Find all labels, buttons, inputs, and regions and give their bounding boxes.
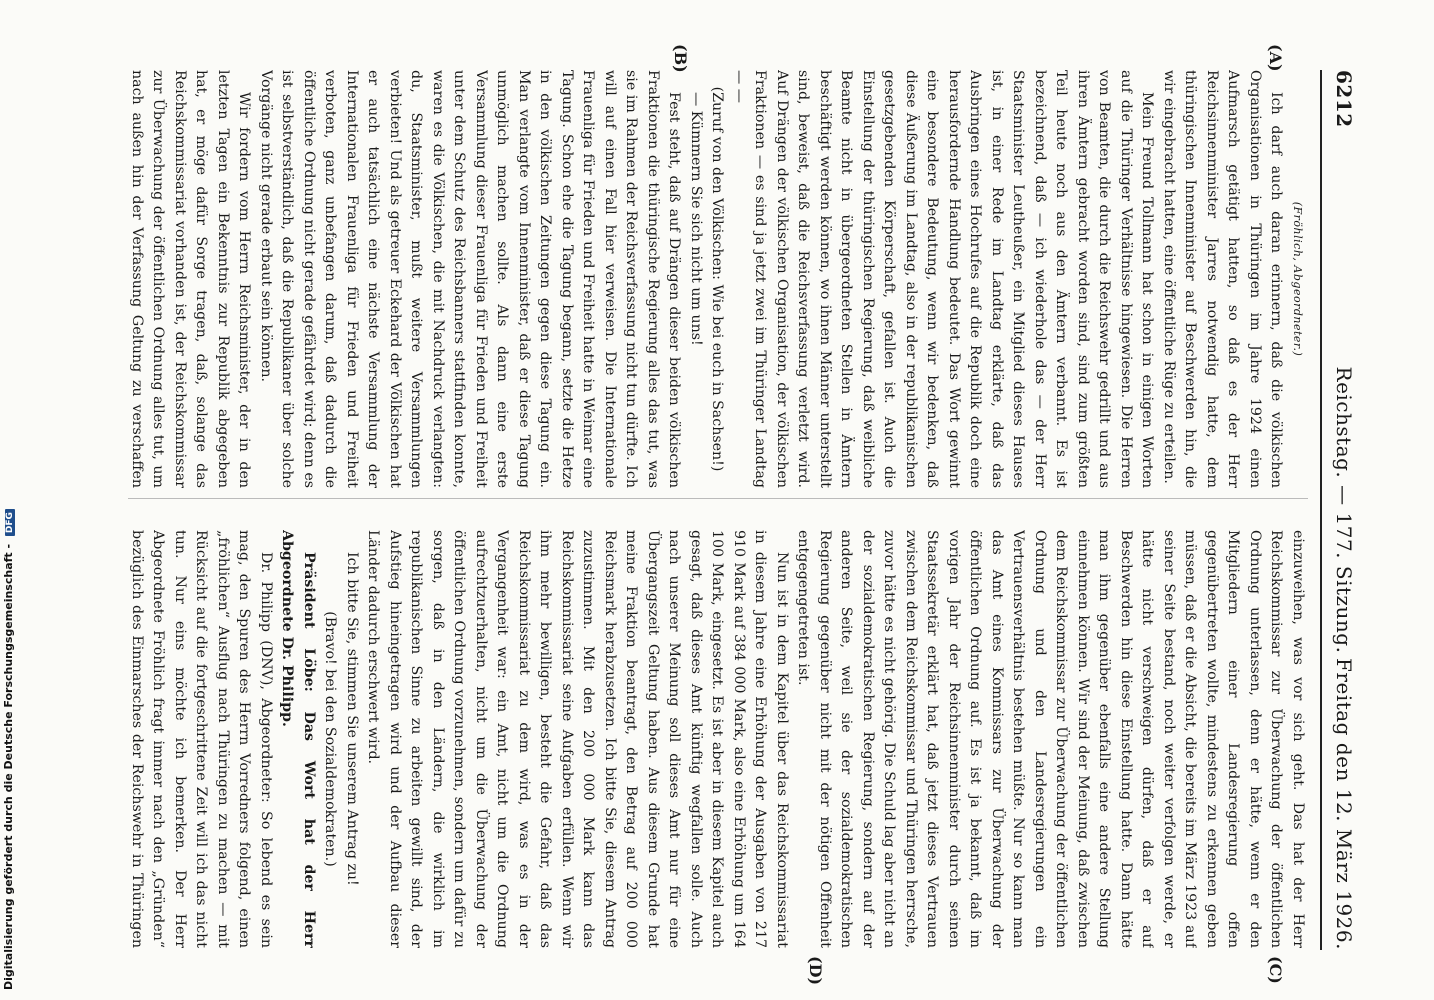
paragraph: Mein Freund Tollmann hat schon in einigen Worten auf die Thüringer Verhältnisse hingewiesen. Die Herren von Beamten, die durch die Reichswehr gedrillt und aus ihren Ämtern gebracht worden sind, sind zum größten Teil heute noch aus den Ämtern verbannt. Es ist bezeichnend, daß — ich wiederhole das — der Herr Staatsminister Leutheußer, ein Mitglied dieses Hauses ist, in einer Rede im Landtag erklärte, daß das Ausbringen eines Hochrufes auf die Republik doch eine herausfordernde Handlung bedeutet. Das Wort gewinnt eine besondere Bedeutung, wenn wir bedenken, daß diese Äußerung im Landtag, also in der republikanischen gesetzgebenden Körperschaft, gefallen ist. Auch die Einstellung der thüringischen Regierung, daß weibliche Beamte nicht in übergeordneten Stellen in Ämtern beschäftigt werden können, wo ihnen Männer unterstellt sind, beweist, daß die Reichsverfassung verletzt wird. Auf Drängen der völkischen Organisation, der völkischen Fraktionen — es sind ja jetzt zwei im Thüringer Landtag — — [731,70,1156,488]
page-header [1320,70,1362,950]
paragraph: Fest steht, daß auf Drängen dieser beiden völkischen Fraktionen die thüringische Regierung alles das tut, was sie im Rahmen der Reichsverfassung nicht tun dürfte. Ich will auf einen Fall hier verweisen. Die Internationale Frauenliga für Frieden und Freiheit hatte in Weimar eine Tagung. Schon ehe die Tagung begann, setzte die Hetze in den völkischen Zeitungen gegen diese Tagung ein. Man verlangte vom Innenminister, daß er diese Tagung unmöglich machen sollte. Als dann eine erste Versammlung dieser Frauenliga für Frieden und Freiheit unter dem Schutz des Reichsbanners stattfinden konnte, waren es die Völkischen, die mit Nachdruck verlangten: du, Staatsminister, mußt weitere Versammlungen verbieten! Und als getreuer Eckehard der Völkischen hat er auch tatsächlich eine nächste Versammlung der Internationalen Frauenliga für Frieden und Freiheit verboten, ganz unbefangen darum, daß dadurch die öffentliche Ordnung nicht gerade gefährdet wird; denn es ist selbstverständlich, daß die Republikaner über solche Vorgänge nicht gerade erbaut sein können. [258,70,683,488]
interjection: (Zuruf von den Völkischen: Wie bei euch in Sachsen!) [709,86,726,472]
president-statement: Präsident Löbe: Das Wort hat der Herr Abgeordnete Dr. Philipp. [279,530,317,948]
page-number: 6212 [1332,70,1356,128]
digitization-credit [2,512,18,990]
left-column [128,70,1308,488]
dfg-logo: DFG [5,509,15,536]
paragraph: Dr. Philipp (DNV), Abgeordneter: So lebend es sein mag, den Spuren des Herrn Vorredners folgend, einen „fröhlichen“ Ausflug nach Thüringen zu machen — mit Rücksicht auf die fortgeschrittene Zeit will ich das nicht tun. Nur eins möchte ich bemerken. Der Herr Abgeordnete Fröhlich fragt immer nach den „Gründen“ bezüglich des Einmarsches der Reichswehr in Thüringen [129,530,274,948]
paragraph: Ich bitte Sie, stimmen Sie unserem Antrag zu! [344,552,360,886]
applause-note: (Bravo! bei den Sozialdemokraten.) [322,611,339,867]
margin-mark-d: (D) [806,956,825,986]
speaker-line: (Fröhlich, Abgeordneter.) [1291,201,1304,357]
paragraph: Nun ist in dem Kapitel über das Reichskommissariat in diesem Jahre eine Erhöhung der Ausgaben von 217 910 Mark auf 384 000 Mark, also eine Erhöhung um 164 100 Mark, eingesetzt. Es ist aber in diesem Kapitel auch gesagt, daß dieses Amt künftig wegfallen solle. Auch nach unserer Meinung soll dieses Amt nur für eine Übergangszeit Geltung haben. Aus diesem Grunde hat meine Fraktion beantragt, den Betrag auf 200 000 Reichsmark herabzusetzen. Ich bitte Sie, diesem Antrag zuzustimmen. Mit den 200 000 Mark kann das Reichskommissariat seine Aufgaben erfüllen. Wenn wir ihm mehr bewilligen, besteht die Gefahr, daß das Reichskommissariat zu dem wird, was es in der Vergangenheit war: ein Amt, nicht um die Ordnung aufrechtzuerhalten, nicht um die Überwachung der öffentlichen Ordnung vorzunehmen, sondern um dafür zu sorgen, daß in den Ländern, die wirklich im republikanischen Sinne zu arbeiten gewillt sind, der Aufstieg hineingetragen wird und der Aufbau dieser Länder dadurch erschwert wird. [365,530,790,948]
margin-mark-a: (A) [1266,44,1285,72]
right-column [128,530,1308,948]
session-title: Reichstag. — 177. Sitzung. [1332,366,1356,654]
paragraph: Ich darf auch daran erinnern, daß die völkischen Organisationen in Thüringen im Jahre 1924 einen Aufmarsch getätigt hatten, so daß es der Herr Reichsinnenminister Jarres notwendig hatte, dem thüringischen Innenminister auf Beschwerden hin, die wir eingebracht hatten, eine öffentliche Rüge zu erteilen. [1161,70,1285,488]
margin-mark-c: (C) [1266,956,1285,984]
column-divider [128,498,1308,499]
paragraph: Wir fordern vom Herrn Reichsminister, der in den letzten Tagen ein Bekenntnis zur Republik abgegeben hat, er möge dafür Sorge tragen, daß, solange das Reichskommissariat vorhanden ist, der Reichskommissar zur Überwachung der öffentlichen Ordnung alles tut, um nach außen hin der Verfassung Geltung zu verschaffen [129,70,253,488]
paragraph: einzuweihen, was vor sich geht. Das hat der Herr Reichskommissar zur Überwachung der öffentlichen Ordnung unterlassen, denn er hätte, wenn er den Mitgliedern einer Landesregierung offen gegenübertreten wollte, mindestens zu erkennen geben müssen, daß er die Absicht, die bereits im März 1923 auf seiner Seite bestand, noch weiter verfolgen werde, er hätte nicht verschweigen dürfen, daß er auf Beschwerden hin diese Einstellung hatte. Dann hätte man ihm gegenüber ebenfalls eine andere Stellung einnehmen können. Wir sind der Meinung, daß zwischen dem Reichskommissar zur Überwachung der öffentlichen Ordnung und den Landesregierungen ein Vertrauensverhältnis bestehen müßte. Nur so kann man das Amt eines Kommissars zur Überwachung der öffentlichen Ordnung auf. Es ist ja bekannt, daß im vorigen Jahr der Reichsinnenminister durch seinen Staatssekretär erklärt hat, daß jetzt dieses Vertrauen zwischen dem Reichskommissar und Thüringen herrsche, zuvor hätte es nicht gehörig. Die Schuld lag aber nicht an der sozialdemokratischen Regierung, sondern auf der anderen Seite, weil sie der sozialdemokratischen Regierung gegenüber nicht mit der nötigen Offenheit entgegengetreten ist. [795,530,1306,948]
paragraph: — Kümmern Sie sich nicht um uns! [688,92,704,346]
session-date: Freitag den 12. März 1926. [1332,658,1356,950]
rotated-document-page [40,0,1380,1000]
credit-text: Digitalisierung gefördert durch die Deutsche Forschungsgemeinschaft - [2,543,15,990]
margin-mark-b: (B) [671,44,690,73]
